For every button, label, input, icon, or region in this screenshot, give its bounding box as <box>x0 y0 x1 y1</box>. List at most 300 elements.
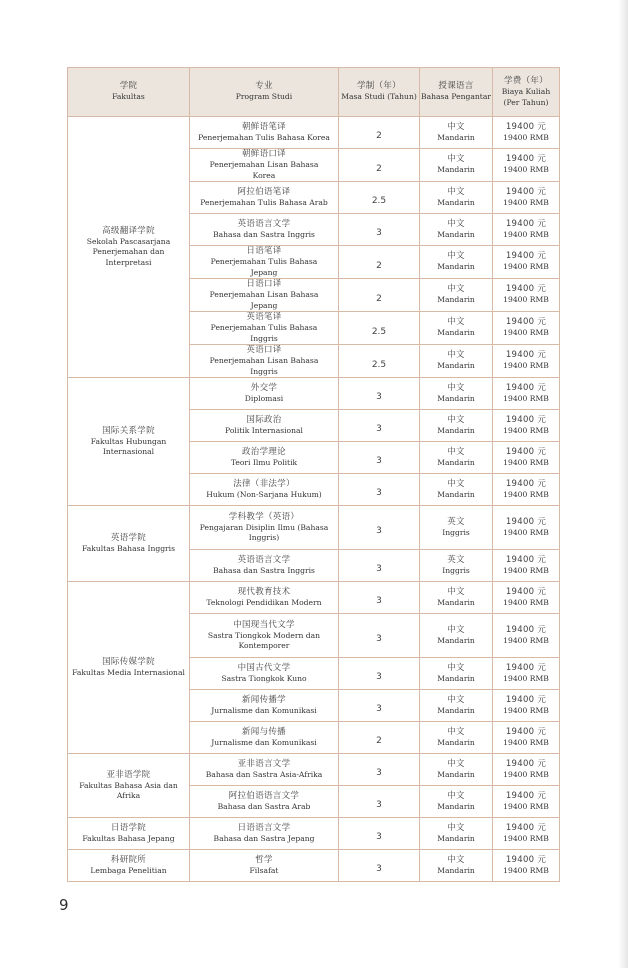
program-cell <box>190 754 339 786</box>
fee-zh: 19400 元 <box>505 414 547 425</box>
language-cell <box>420 410 493 442</box>
language-zh: 中文 <box>447 478 465 489</box>
language-cell <box>420 754 493 786</box>
duration-cell <box>339 550 420 582</box>
fee-cell <box>493 658 560 690</box>
duration-years: 2 <box>376 163 382 174</box>
program-cell <box>190 818 339 850</box>
header-duration <box>339 68 420 117</box>
language-cell <box>420 378 493 410</box>
language-zh: 中文 <box>447 586 465 597</box>
language-zh: 英文 <box>447 554 465 565</box>
language-cell <box>420 850 493 882</box>
program-cell <box>190 550 339 582</box>
fee-id: 19400 RMB <box>503 457 549 467</box>
language-cell <box>420 117 493 149</box>
program-name-zh: 政治学理论 <box>241 446 286 457</box>
duration-years: 3 <box>376 392 382 402</box>
duration-years: 3 <box>376 864 382 874</box>
fee-id: 19400 RMB <box>503 295 549 305</box>
fee-cell <box>493 754 560 786</box>
fee-id: 19400 RMB <box>503 165 549 175</box>
language-zh: 中文 <box>447 284 465 295</box>
fee-id: 19400 RMB <box>503 705 549 715</box>
fee-cell <box>493 442 560 474</box>
program-name-zh: 朝鲜语口译 <box>241 149 286 159</box>
duration-years: 2 <box>376 293 382 304</box>
fee-cell <box>493 279 560 312</box>
table-row <box>68 850 560 882</box>
fee-zh: 19400 元 <box>505 624 547 635</box>
fee-id: 19400 RMB <box>503 565 549 575</box>
program-cell <box>190 410 339 442</box>
duration-years: 3 <box>376 526 382 536</box>
language-zh: 中文 <box>447 790 465 801</box>
program-name-id: Penerjemahan Tulis Bahasa Arab <box>200 197 328 207</box>
program-name-id: Diplomasi <box>244 393 284 403</box>
program-name-zh: 国际政治 <box>246 414 282 425</box>
language-id: Mandarin <box>437 328 475 338</box>
fee-cell <box>493 506 560 550</box>
duration-cell <box>339 614 420 658</box>
language-cell <box>420 182 493 214</box>
program-name-zh: 现代教育技术 <box>237 586 291 597</box>
program-name-zh: 新闻传播学 <box>241 694 286 705</box>
program-name-zh: 新闻与传播 <box>241 726 286 737</box>
language-id: Mandarin <box>437 673 475 683</box>
fee-zh: 19400 元 <box>505 382 547 393</box>
language-id: Mandarin <box>437 165 475 175</box>
program-cell <box>190 658 339 690</box>
program-name-zh: 阿拉伯语语言文学 <box>228 790 300 801</box>
program-name-id: Penerjemahan Lisan Bahasa Inggris <box>209 356 319 376</box>
duration-cell <box>339 214 420 246</box>
table-row <box>68 818 560 850</box>
language-id: Mandarin <box>437 833 475 843</box>
table-body <box>68 117 560 882</box>
program-name-id: Bahasa dan Sastra Jepang <box>213 833 315 843</box>
fee-zh: 19400 元 <box>505 154 547 165</box>
table-row <box>68 754 560 786</box>
duration-cell <box>339 582 420 614</box>
program-name-id: Jurnalisme dan Komunikasi <box>211 705 317 715</box>
language-zh: 中文 <box>447 822 465 833</box>
fee-id: 19400 RMB <box>503 597 549 607</box>
program-name-id: Penerjemahan Tulis Bahasa Jepang <box>210 257 318 277</box>
program-name-id: Politik Internasional <box>225 425 303 435</box>
program-cell <box>190 506 339 550</box>
faculty-name-zh: 科研院所 <box>110 854 147 865</box>
language-zh: 中文 <box>447 382 465 393</box>
header-program-zh: 专业 <box>255 81 273 92</box>
language-cell <box>420 442 493 474</box>
fee-zh: 19400 元 <box>505 662 547 673</box>
duration-years: 3 <box>376 672 382 682</box>
fee-zh: 19400 元 <box>505 317 547 328</box>
faculty-name-zh: 国际关系学院 <box>102 425 155 436</box>
fee-id: 19400 RMB <box>503 635 549 645</box>
fee-cell <box>493 312 560 345</box>
program-cell <box>190 149 339 182</box>
page-edge-shadow <box>618 0 628 968</box>
duration-cell <box>339 246 420 279</box>
header-faculty-zh: 学院 <box>119 81 138 92</box>
language-cell <box>420 506 493 550</box>
duration-cell <box>339 690 420 722</box>
duration-cell <box>339 658 420 690</box>
language-cell <box>420 312 493 345</box>
table-row <box>68 582 560 614</box>
fee-id: 19400 RMB <box>503 673 549 683</box>
fee-zh: 19400 元 <box>505 186 547 197</box>
language-id: Inggris <box>442 565 470 575</box>
program-name-id: Filsafat <box>249 865 279 875</box>
fee-cell <box>493 117 560 149</box>
duration-cell <box>339 345 420 378</box>
program-cell <box>190 474 339 506</box>
fee-cell <box>493 786 560 818</box>
language-cell <box>420 722 493 754</box>
fee-zh: 19400 元 <box>505 516 547 527</box>
fee-zh: 19400 元 <box>505 218 547 229</box>
fee-cell <box>493 690 560 722</box>
program-name-id: Bahasa dan Sastra Inggris <box>213 229 315 239</box>
language-cell <box>420 818 493 850</box>
faculty-cell <box>68 850 190 882</box>
faculty-cell <box>68 754 190 818</box>
fee-cell <box>493 182 560 214</box>
fee-id: 19400 RMB <box>503 865 549 875</box>
language-cell <box>420 786 493 818</box>
fee-zh: 19400 元 <box>505 284 547 295</box>
program-cell <box>190 442 339 474</box>
duration-cell <box>339 442 420 474</box>
language-id: Mandarin <box>437 769 475 779</box>
duration-years: 3 <box>376 456 382 466</box>
faculty-name-zh: 高级翻译学院 <box>102 225 155 236</box>
fee-id: 19400 RMB <box>503 262 549 272</box>
header-program-id: Program Studi <box>235 92 293 102</box>
program-name-zh: 亚非语言文学 <box>237 758 291 769</box>
program-name-zh: 哲学 <box>255 854 273 865</box>
language-zh: 中文 <box>447 251 465 262</box>
duration-cell <box>339 754 420 786</box>
program-name-zh: 英语笔译 <box>246 312 282 322</box>
fee-id: 19400 RMB <box>503 132 549 142</box>
language-id: Mandarin <box>437 425 475 435</box>
program-cell <box>190 378 339 410</box>
header-language-id: Bahasa Pengantar <box>420 92 491 102</box>
faculty-name-zh: 国际传媒学院 <box>102 656 155 667</box>
language-id: Mandarin <box>437 597 475 607</box>
header-duration-id: Masa Studi (Tahun) <box>341 92 417 102</box>
duration-years: 3 <box>376 424 382 434</box>
program-table <box>67 67 560 882</box>
duration-cell <box>339 818 420 850</box>
table-row <box>68 117 560 149</box>
duration-years: 2 <box>376 131 382 141</box>
language-zh: 中文 <box>447 758 465 769</box>
faculty-cell <box>68 582 190 754</box>
faculty-name-id: Fakultas Bahasa Asia dan Afrika <box>79 780 178 800</box>
duration-cell <box>339 474 420 506</box>
faculty-name-zh: 亚非语学院 <box>106 769 151 780</box>
fee-cell <box>493 246 560 279</box>
program-name-id: Penerjemahan Lisan Bahasa Jepang <box>209 290 319 310</box>
program-name-id: Penerjemahan Tulis Bahasa Korea <box>198 132 330 142</box>
language-zh: 中文 <box>447 218 465 229</box>
fee-zh: 19400 元 <box>505 586 547 597</box>
language-cell <box>420 690 493 722</box>
program-name-id: Penerjemahan Lisan Bahasa Korea <box>209 160 319 180</box>
language-zh: 中文 <box>447 154 465 165</box>
fee-id: 19400 RMB <box>503 361 549 371</box>
language-zh: 中文 <box>447 350 465 361</box>
program-cell <box>190 279 339 312</box>
faculty-name-id: Fakultas Bahasa Jepang <box>82 833 175 843</box>
header-language-zh: 授课语言 <box>438 81 474 92</box>
program-name-zh: 日语口译 <box>246 279 282 289</box>
header-fee-id: Biaya Kuliah (Per Tahun) <box>501 87 551 107</box>
header-fee-zh: 学费（年） <box>503 76 548 86</box>
program-name-zh: 中国现当代文学 <box>233 619 295 630</box>
faculty-cell <box>68 818 190 850</box>
program-name-id: Penerjemahan Tulis Bahasa Inggris <box>210 323 318 343</box>
fee-zh: 19400 元 <box>505 478 547 489</box>
fee-zh: 19400 元 <box>505 121 547 132</box>
program-name-zh: 外交学 <box>250 382 278 393</box>
program-name-id: Bahasa dan Sastra Inggris <box>213 565 315 575</box>
fee-zh: 19400 元 <box>505 790 547 801</box>
faculty-cell <box>68 506 190 582</box>
duration-years: 3 <box>376 488 382 498</box>
header-fee <box>493 68 560 117</box>
fee-id: 19400 RMB <box>503 197 549 207</box>
duration-years: 3 <box>376 596 382 606</box>
language-zh: 中文 <box>447 317 465 328</box>
fee-id: 19400 RMB <box>503 229 549 239</box>
program-cell <box>190 246 339 279</box>
program-name-zh: 英语语言文学 <box>237 218 291 229</box>
language-zh: 中文 <box>447 726 465 737</box>
page-number: 9 <box>59 896 69 914</box>
program-cell <box>190 690 339 722</box>
duration-cell <box>339 378 420 410</box>
language-cell <box>420 658 493 690</box>
faculty-cell <box>68 378 190 506</box>
language-id: Mandarin <box>437 635 475 645</box>
fee-cell <box>493 850 560 882</box>
faculty-name-id: Lembaga Penelitian <box>90 865 167 875</box>
duration-years: 2.5 <box>371 359 387 370</box>
faculty-name-zh: 日语学院 <box>110 822 147 833</box>
duration-years: 3 <box>376 634 382 644</box>
program-cell <box>190 582 339 614</box>
duration-cell <box>339 117 420 149</box>
fee-zh: 19400 元 <box>505 446 547 457</box>
duration-years: 3 <box>376 564 382 574</box>
program-cell <box>190 850 339 882</box>
language-zh: 中文 <box>447 121 465 132</box>
program-name-id: Pengajaran Disiplin Ilmu (Bahasa Inggris) <box>199 522 329 542</box>
language-id: Mandarin <box>437 489 475 499</box>
fee-cell <box>493 378 560 410</box>
fee-zh: 19400 元 <box>505 822 547 833</box>
fee-zh: 19400 元 <box>505 251 547 262</box>
program-name-id: Sastra Tiongkok Kuno <box>221 673 307 683</box>
fee-cell <box>493 149 560 182</box>
fee-zh: 19400 元 <box>505 758 547 769</box>
program-name-zh: 中国古代文学 <box>237 662 291 673</box>
language-zh: 中文 <box>447 186 465 197</box>
duration-cell <box>339 410 420 442</box>
language-id: Mandarin <box>437 705 475 715</box>
program-name-zh: 朝鲜语笔译 <box>241 121 286 132</box>
faculty-name-id: Fakultas Media Internasional <box>72 667 185 677</box>
duration-years: 3 <box>376 832 382 842</box>
fee-id: 19400 RMB <box>503 489 549 499</box>
program-name-zh: 阿拉伯语笔译 <box>237 186 291 197</box>
fee-cell <box>493 345 560 378</box>
language-id: Mandarin <box>437 197 475 207</box>
faculty-name-id: Fakultas Hubungan Internasional <box>90 436 167 456</box>
language-zh: 中文 <box>447 694 465 705</box>
language-id: Mandarin <box>437 229 475 239</box>
table-header-row <box>68 68 560 117</box>
program-name-zh: 法律（非法学） <box>233 478 295 489</box>
duration-years: 2.5 <box>371 326 387 337</box>
header-faculty-id: Fakultas <box>112 92 145 102</box>
fee-id: 19400 RMB <box>503 801 549 811</box>
language-cell <box>420 550 493 582</box>
duration-years: 2 <box>376 260 382 271</box>
language-cell <box>420 279 493 312</box>
faculty-cell <box>68 117 190 378</box>
duration-years: 3 <box>376 704 382 714</box>
fee-id: 19400 RMB <box>503 328 549 338</box>
duration-years: 2.5 <box>371 196 387 206</box>
fee-cell <box>493 214 560 246</box>
header-duration-zh: 学制（年） <box>356 81 401 92</box>
program-name-id: Hukum (Non-Sarjana Hukum) <box>206 489 322 499</box>
language-id: Mandarin <box>437 295 475 305</box>
faculty-name-id: Fakultas Bahasa Inggris <box>81 543 176 553</box>
program-name-zh: 英语语言文学 <box>237 554 291 565</box>
duration-cell <box>339 149 420 182</box>
language-zh: 中文 <box>447 446 465 457</box>
program-name-zh: 日语语言文学 <box>237 822 291 833</box>
program-name-zh: 学科教学（英语） <box>228 511 300 522</box>
language-id: Mandarin <box>437 361 475 371</box>
program-cell <box>190 722 339 754</box>
program-name-zh: 英语口译 <box>246 345 282 355</box>
language-cell <box>420 582 493 614</box>
duration-cell <box>339 506 420 550</box>
duration-cell <box>339 279 420 312</box>
duration-years: 3 <box>376 800 382 810</box>
language-id: Mandarin <box>437 865 475 875</box>
language-id: Mandarin <box>437 132 475 142</box>
fee-cell <box>493 474 560 506</box>
language-zh: 中文 <box>447 624 465 635</box>
language-id: Mandarin <box>437 737 475 747</box>
header-program <box>190 68 339 117</box>
fee-cell <box>493 722 560 754</box>
duration-years: 3 <box>376 768 382 778</box>
program-name-id: Jurnalisme dan Komunikasi <box>211 737 317 747</box>
header-language <box>420 68 493 117</box>
table-row <box>68 506 560 550</box>
program-cell <box>190 312 339 345</box>
language-zh: 中文 <box>447 662 465 673</box>
fee-cell <box>493 614 560 658</box>
fee-zh: 19400 元 <box>505 694 547 705</box>
program-name-id: Teknologi Pendidikan Modern <box>206 597 322 607</box>
program-cell <box>190 214 339 246</box>
fee-id: 19400 RMB <box>503 833 549 843</box>
language-cell <box>420 474 493 506</box>
language-id: Mandarin <box>437 393 475 403</box>
fee-id: 19400 RMB <box>503 393 549 403</box>
header-faculty <box>68 68 190 117</box>
program-name-id: Bahasa dan Sastra Asia-Afrika <box>205 769 323 779</box>
fee-cell <box>493 550 560 582</box>
language-zh: 英文 <box>447 516 465 527</box>
language-id: Inggris <box>442 527 470 537</box>
program-cell <box>190 786 339 818</box>
program-name-id: Bahasa dan Sastra Arab <box>217 801 311 811</box>
fee-id: 19400 RMB <box>503 425 549 435</box>
duration-cell <box>339 312 420 345</box>
program-cell <box>190 117 339 149</box>
fee-cell <box>493 410 560 442</box>
language-id: Mandarin <box>437 457 475 467</box>
language-zh: 中文 <box>447 854 465 865</box>
language-cell <box>420 345 493 378</box>
duration-cell <box>339 850 420 882</box>
duration-cell <box>339 182 420 214</box>
fee-zh: 19400 元 <box>505 726 547 737</box>
fee-id: 19400 RMB <box>503 769 549 779</box>
program-cell <box>190 614 339 658</box>
program-name-id: Sastra Tiongkok Modern dan Kontemporer <box>207 630 321 650</box>
fee-id: 19400 RMB <box>503 527 549 537</box>
duration-years: 3 <box>376 228 382 238</box>
duration-years: 2 <box>376 736 382 746</box>
language-cell <box>420 214 493 246</box>
table-row <box>68 378 560 410</box>
program-cell <box>190 345 339 378</box>
fee-cell <box>493 582 560 614</box>
fee-zh: 19400 元 <box>505 554 547 565</box>
program-name-zh: 日语笔译 <box>246 246 282 256</box>
program-name-id: Teori Ilmu Politik <box>230 457 298 467</box>
language-cell <box>420 614 493 658</box>
fee-id: 19400 RMB <box>503 737 549 747</box>
language-zh: 中文 <box>447 414 465 425</box>
duration-cell <box>339 722 420 754</box>
duration-cell <box>339 786 420 818</box>
faculty-name-id: Sekolah Pascasarjana Penerjemahan dan Interpretasi <box>86 236 171 267</box>
language-id: Mandarin <box>437 801 475 811</box>
language-id: Mandarin <box>437 262 475 272</box>
fee-cell <box>493 818 560 850</box>
fee-zh: 19400 元 <box>505 854 547 865</box>
fee-zh: 19400 元 <box>505 350 547 361</box>
program-cell <box>190 182 339 214</box>
faculty-name-zh: 英语学院 <box>110 532 147 543</box>
language-cell <box>420 246 493 279</box>
